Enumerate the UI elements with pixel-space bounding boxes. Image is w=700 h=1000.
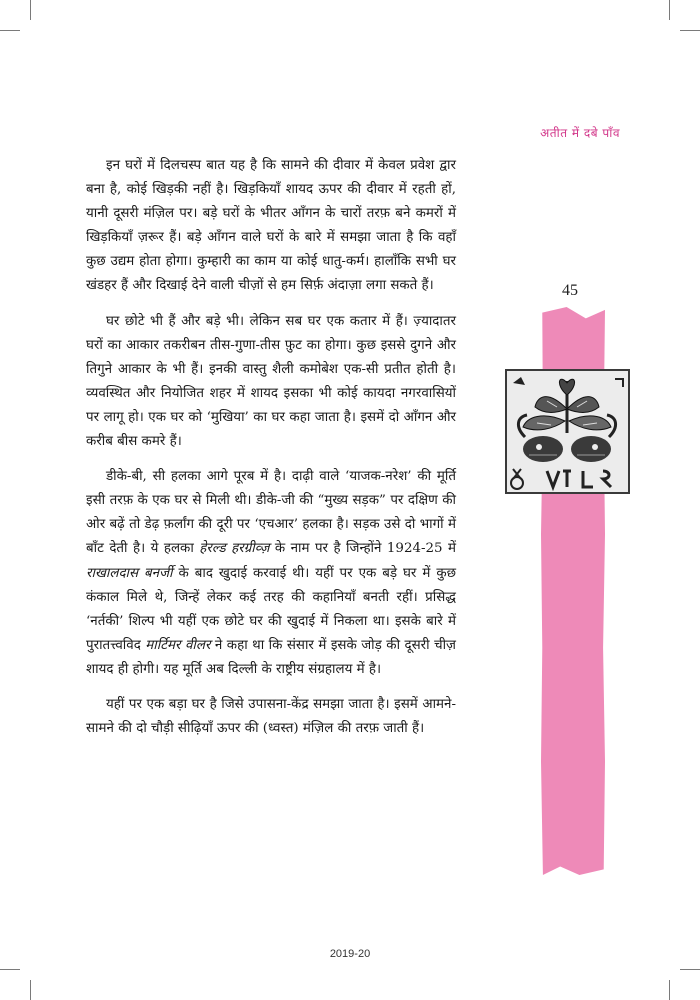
name-harold-hargreaves: हेरल्ड हरग्रीव्ज़ — [199, 541, 270, 557]
crop-mark-top-left-v — [30, 0, 31, 20]
paragraph-3 — [86, 465, 456, 682]
crop-mark-top-right-h — [680, 30, 700, 31]
paragraph-4: यहीं पर एक बड़ा घर है जिसे उपासना-केंद्र समझा जाता है। इसमें आमने-सामने की दो चौड़ी सीढ़ियाँ ऊपर की (ध्वस्त) मंज़िल की तरफ़ जाती हैं। — [86, 696, 456, 737]
page-number: 45 — [562, 282, 578, 299]
crop-mark-top-left-h — [0, 30, 20, 31]
harappan-seal-image — [505, 369, 630, 494]
name-mortimer-wheeler: मार्टिमर वीलर — [145, 637, 211, 653]
crop-mark-bottom-left-h — [0, 969, 20, 970]
crop-mark-top-right-v — [669, 0, 670, 20]
crop-mark-bottom-left-v — [30, 980, 31, 1000]
running-header: अतीत में दबे पाँव — [540, 126, 620, 140]
footer-year: 2019-20 — [329, 948, 371, 960]
crop-mark-bottom-right-v — [669, 980, 670, 1000]
name-rakhaldas-banerjee: राखालदास बनर्जी — [86, 565, 173, 581]
paragraph-3-text: डीके-बी, सी हलका आगे पूरब में है। दाढ़ी वाले ‘याजक-नरेश’ की मूर्ति इसी तरफ़ के एक घर से मिली थी। डीके-जी की “मुख्य सड़क” पर दक्षिण की ओर बढ़ें तो डेढ़ फ़र्लांग की दूरी पर ‘एचआर’ हलका है। सड़क उसे दो भागों में बाँट देती है। ये हलका — [86, 469, 456, 557]
crop-mark-bottom-right-h — [680, 969, 700, 970]
paragraph-3-text: ने कहा था कि संसार में इसके जोड़ की दूसरी चीज़ शायद ही होगी। यह मूर्ति अब दिल्ली के राष्ट्रीय संग्रहालय में है। — [86, 637, 456, 677]
seal-illustration — [507, 371, 628, 492]
paragraph-1: इन घरों में दिलचस्प बात यह है कि सामने की दीवार में केवल प्रवेश द्वार बना है, कोई खिड़की नहीं है। खिड़कियाँ शायद ऊपर की दीवार में रहती हों, यानी दूसरी मंज़िल पर। बड़े घरों के भीतर आँगन के चारों तरफ़ बने कमरों में खिड़कियाँ ज़रूर हैं। बड़े आँगन वाले घरों के बारे में समझा जाता है कि वहाँ कुछ उद्यम होता होगा। कुम्हारी का काम या कोई धातु-कर्म। हालाँकि सभी घर खंडहर हैं और दिखाई देने वाली चीज़ों से हम सिर्फ़ अंदाज़ा लगा सकते हैं। — [86, 158, 456, 294]
main-text — [86, 154, 456, 752]
paragraph-3-text: के नाम पर है जिन्होंने 1924-25 में — [269, 541, 457, 557]
paragraph-2: घर छोटे भी हैं और बड़े भी। लेकिन सब घर एक कतार में हैं। ज़्यादातर घरों का आकार तकरीबन तीस-गुणा-तीस फ़ुट का होगा। कुछ इससे दुगने और तिगुने आकार के भी हैं। इनकी वास्तु शैली कमोबेश एक-सी प्रतीत होती है। व्यवस्थित और नियोजित शहर में शायद इसका भी कोई कायदा नगरवासियों पर लागू हो। एक घर को ‘मुखिया’ का घर कहा जाता है। इसमें दो आँगन और करीब बीस कमरे हैं। — [86, 313, 456, 450]
paragraph-3-text: के बाद खुदाई करवाई थी। यहीं पर एक बड़े घर में कुछ कंकाल मिले थे, जिन्हें लेकर कई तरह की कहानियाँ बनती रहीं। प्रसिद्ध ‘नर्तकी’ शिल्प भी यहीं एक छोटे घर की खुदाई में निकला था। इसके बारे में पुरातत्त्वविद — [86, 565, 456, 653]
